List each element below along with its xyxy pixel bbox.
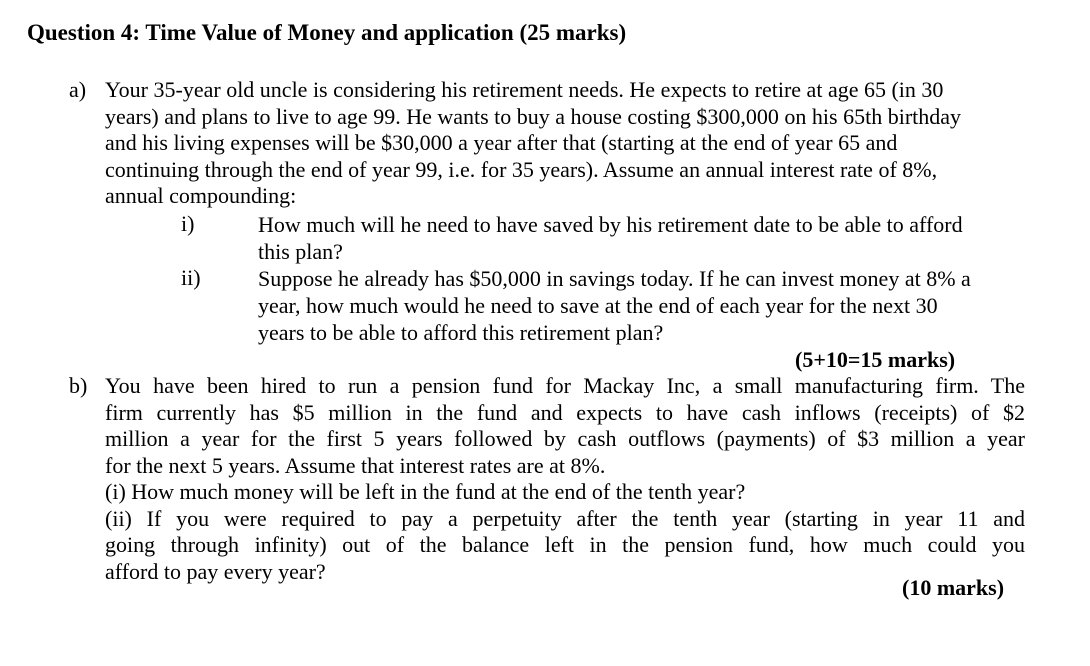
part-a-sub-i-marker: i) [181,211,195,236]
part-a-sub-ii-marker: ii) [181,265,201,290]
sub-i-line: this plan? [258,239,343,264]
part-a-sub-i-text [258,211,1028,265]
part-b-line: firm currently has $5 million in the fund and expects to have cash inflows (receipts) of $2 [105,399,1025,425]
part-a-line: and his living expenses will be $30,000 a year after that (starting at the end of year 65 and [105,130,898,155]
sub-ii-line: Suppose he already has $50,000 in savings today. If he can invest money at 8% a [258,266,971,291]
part-b-marker: b) [69,373,88,398]
part-a-marker: a) [69,77,87,102]
part-b-marks: (10 marks) [902,575,1005,600]
part-a-line: years) and plans to live to age 99. He wants to buy a house costing $300,000 on his 65th birthday [105,103,962,129]
part-b-line: for the next 5 years. Assume that interest rates are at 8%. [105,452,606,478]
part-a-marks: (5+10=15 marks) [795,347,956,372]
part-b-sub-ii-line: going through infinity) out of the balance left in the pension fund, how much could you [105,532,1025,557]
part-b-sub-ii-line: afford to pay every year? [105,558,326,584]
part-b-sub-ii-line: (ii) If you were required to pay a perpetuity after the tenth year (starting in year 11 and [105,505,1025,531]
part-a-text [105,77,1030,210]
part-b-text [105,373,1025,585]
part-b-sub-i-question: (i) How much money will be left in the fund at the end of the tenth year? [105,479,746,504]
part-a-sub-ii-text [258,265,1028,346]
part-a-line: Your 35-year old uncle is considering his retirement needs. He expects to retire at age 65 (in 30 [105,77,944,102]
part-a-line: continuing through the end of year 99, i.e. for 35 years). Assume an annual interest rate of 8%, [105,156,938,182]
part-b-line: You have been hired to run a pension fund for Mackay Inc, a small manufacturing firm. The [105,373,1025,398]
sub-ii-line: year, how much would he need to save at the end of each year for the next 30 [258,293,938,318]
sub-i-line: How much will he need to have saved by his retirement date to be able to afford [258,212,963,237]
part-b-line: million a year for the first 5 years followed by cash outflows (payments) of $3 million a year [105,426,1025,451]
part-a-line: annual compounding: [105,183,297,208]
sub-ii-line: years to be able to afford this retirement plan? [258,320,664,345]
question-title: Question 4: Time Value of Money and application (25 marks) [27,20,627,45]
